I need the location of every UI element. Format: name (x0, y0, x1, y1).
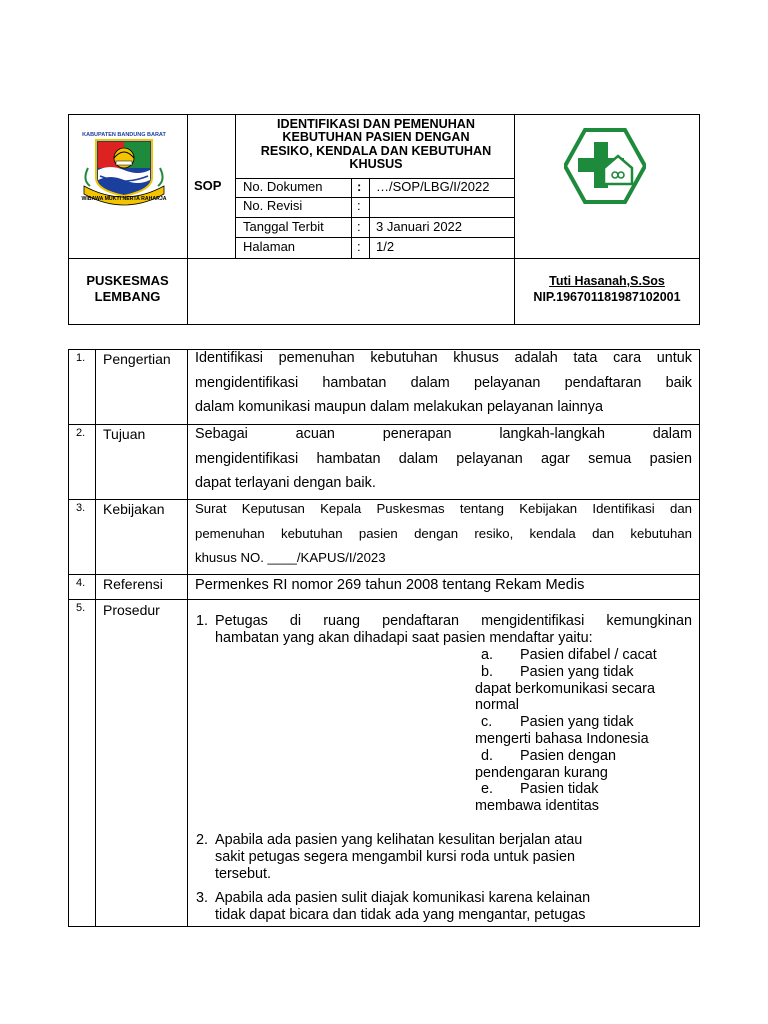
row-number: 3. (76, 502, 86, 514)
text-line: dapat terlayani dengan baik. (195, 475, 376, 492)
section-label-kebijakan: Kebijakan (103, 501, 165, 517)
text-line: pemenuhan kebutuhan pasien dengan resiko, kendala dan kebutuhan (195, 525, 692, 541)
title-line: RESIKO, KENDALA DAN KEBUTUHAN (260, 143, 492, 158)
sub-item-cont: membawa identitas (475, 798, 599, 815)
title-line: KEBUTUHAN PASIEN DENGAN (282, 130, 470, 145)
sub-item (475, 664, 695, 681)
text-line: mengidentifikasi hambatan dalam pelayanan pendaftaran baik (195, 374, 692, 391)
doc-number-value: …/SOP/LBG/I/2022 (376, 179, 490, 194)
sop-label: SOP (194, 178, 222, 193)
sub-item-text: Pasien yang tidak (520, 663, 634, 680)
section-label-prosedur: Prosedur (103, 602, 160, 618)
sub-item (475, 647, 695, 664)
signer-block (514, 273, 700, 305)
step-number: 3. (196, 890, 209, 906)
svg-text:KABUPATEN BANDUNG BARAT: KABUPATEN BANDUNG BARAT (82, 132, 166, 138)
info-grid-line (235, 217, 514, 218)
section-text-pengertian (195, 346, 692, 420)
text-line: sakit petugas segera mengambil kursi roda untuk pasien (215, 848, 575, 865)
svg-text:WIBAWA MUKTI NERTA RAHARJA: WIBAWA MUKTI NERTA RAHARJA (81, 196, 167, 202)
title-line: KHUSUS (349, 157, 403, 172)
row-divider (68, 599, 700, 600)
sub-item-text: Pasien yang tidak (520, 714, 634, 731)
sub-item-key: e. (481, 781, 494, 798)
text-line: dalam komunikasi maupun dalam melakukan pelayanan lainnya (195, 399, 603, 416)
sub-item (475, 714, 695, 731)
issue-date-label: Tanggal Terbit (243, 219, 324, 234)
section-label-tujuan: Tujuan (103, 426, 146, 442)
header-divider (187, 114, 188, 325)
header-divider (68, 258, 700, 259)
sub-item-key: a. (481, 647, 494, 663)
sub-item-cont: normal (475, 697, 519, 714)
text-line: Apabila ada pasien sulit diajak komunikasi karena kelainan (215, 890, 591, 906)
sub-item (475, 748, 695, 765)
step-number: 2. (196, 832, 209, 848)
text-line: Apabila ada pasien yang kelihatan kesulitan berjalan atau (215, 832, 583, 848)
text-line: Identifikasi pemenuhan kebutuhan khusus adalah tata cara untuk (195, 350, 692, 366)
sub-item-key: b. (481, 663, 494, 680)
text-line: tersebut. (215, 865, 271, 882)
page-value: 1/2 (376, 239, 395, 254)
sub-item-key: c. (481, 714, 493, 731)
page-label: Halaman (243, 239, 296, 254)
section-label-referensi: Referensi (103, 576, 163, 592)
signer-name: Tuti Hasanah,S.Sos (549, 274, 665, 288)
separator: : (357, 179, 362, 194)
title-line: IDENTIFIKASI DAN PEMENUHAN (276, 117, 475, 131)
text-line: tidak dapat bicara dan tidak ada yang mengantar, petugas (215, 906, 586, 923)
puskesmas-logo (564, 128, 646, 204)
step-2-text (215, 832, 692, 882)
separator: : (357, 198, 361, 213)
doc-number-label: No. Dokumen (243, 179, 323, 194)
step-number: 1. (196, 613, 209, 629)
text-line: Permenkes RI nomor 269 tahun 2008 tentang Rekam Medis (195, 577, 585, 593)
text-line: khusus NO. ____/KAPUS/I/2023 (195, 550, 386, 566)
text-line: Sebagai acuan penerapan langkah-langkah dalam (195, 426, 692, 442)
sub-item-cont: mengerti bahasa Indonesia (475, 730, 649, 747)
sub-item (475, 781, 695, 798)
separator: : (357, 239, 361, 254)
row-number: 2. (76, 427, 86, 439)
row-number: 1. (76, 352, 86, 364)
info-grid-line (351, 178, 352, 258)
section-label-pengertian: Pengertian (103, 351, 171, 367)
org-name (68, 273, 187, 305)
revision-label: No. Revisi (243, 198, 303, 213)
sub-item-text: Pasien difabel / cacat (520, 647, 657, 663)
org-line: LEMBANG (94, 289, 161, 304)
section-text-tujuan (195, 422, 692, 496)
info-grid-line (369, 178, 370, 258)
step-3-text (215, 890, 692, 924)
sub-item-cont: pendengaran kurang (475, 764, 608, 781)
text-line: Surat Keputusan Kepala Puskesmas tentang Kebijakan Identifikasi dan (195, 501, 692, 516)
sub-item-cont: dapat berkomunikasi secara (475, 680, 655, 697)
document-title (240, 118, 512, 172)
sub-item-text: Pasien tidak (520, 781, 599, 798)
text-line: hambatan yang akan dihadapi saat pasien mendaftar yaitu: (215, 629, 593, 646)
body-divider (187, 349, 188, 927)
sub-item-text: Pasien dengan (520, 747, 617, 764)
text-line: mengidentifikasi hambatan dalam pelayanan agar semua pasien (195, 450, 692, 467)
org-line: PUSKESMAS (86, 273, 169, 288)
info-grid-line (235, 237, 514, 238)
issue-date-value: 3 Januari 2022 (376, 219, 463, 234)
row-number: 4. (76, 577, 86, 589)
sub-item-list (475, 647, 695, 815)
separator: : (357, 219, 361, 234)
text-line: Petugas di ruang pendaftaran mengidentifikasi kemungkinan (215, 613, 692, 629)
body-divider (95, 349, 96, 927)
row-number: 5. (76, 602, 86, 614)
signer-nip: NIP.196701181987102001 (533, 290, 681, 304)
sub-item-key: d. (481, 747, 494, 764)
section-text-kebijakan (195, 497, 692, 571)
step-1-text (215, 613, 692, 647)
section-text-referensi (195, 573, 692, 598)
kbb-crest-logo (80, 128, 168, 216)
